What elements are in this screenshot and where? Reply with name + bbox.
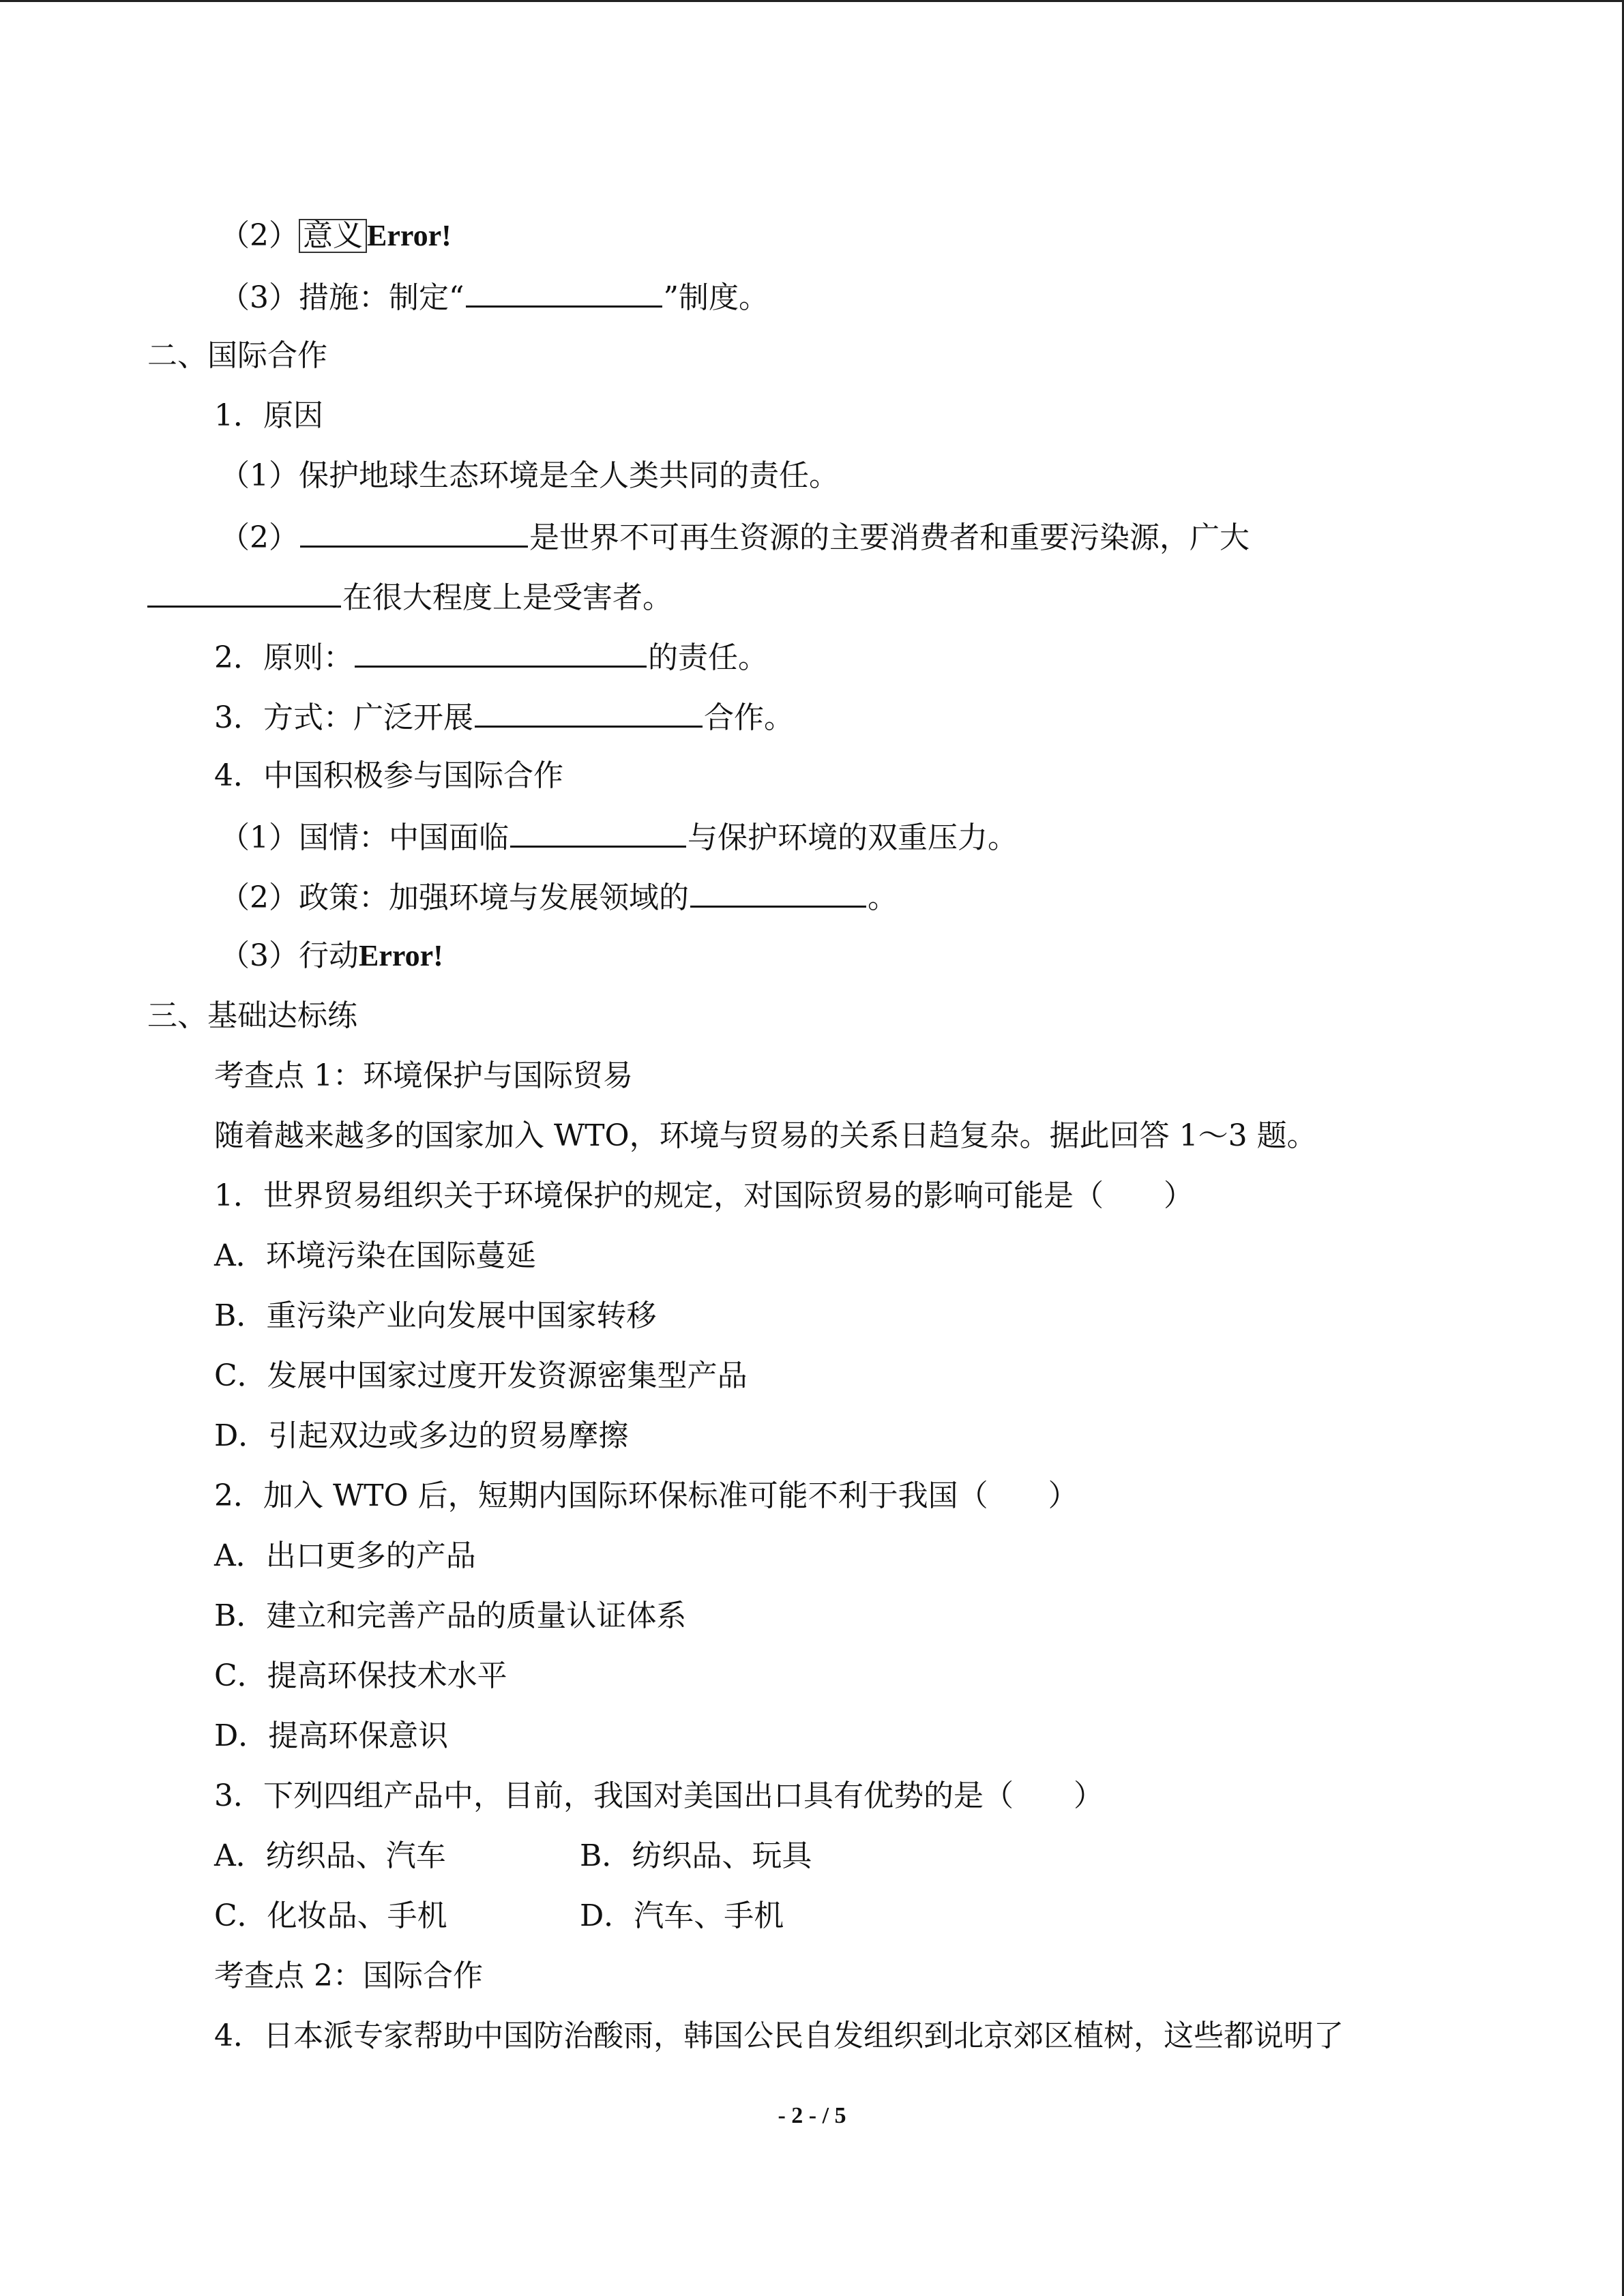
question-1-option-d[interactable]: D．引起双边或多边的贸易摩擦 bbox=[214, 1418, 629, 1453]
line-suffix: 合作。 bbox=[704, 700, 794, 735]
question-2-option-a[interactable]: A．出口更多的产品 bbox=[214, 1538, 476, 1573]
line-suffix: 是世界不可再生资源的主要消费者和重要污染源，广大 bbox=[529, 520, 1250, 555]
question-1-option-b[interactable]: B．重污染产业向发展中国家转移 bbox=[214, 1298, 657, 1333]
line-responsibility: （1）保护地球生态环境是全人类共同的责任。 bbox=[220, 458, 839, 493]
question-2-option-d[interactable]: D．提高环保意识 bbox=[214, 1718, 449, 1753]
line-prefix: （3）措施：制定“ bbox=[220, 280, 464, 315]
line-suffix: ”制度。 bbox=[663, 280, 769, 315]
line-victims bbox=[147, 576, 673, 616]
line-suffix: 的责任。 bbox=[648, 640, 768, 675]
error-text: Error! bbox=[359, 939, 443, 972]
fill-blank[interactable] bbox=[355, 636, 647, 668]
fill-blank[interactable] bbox=[466, 275, 662, 308]
question-1-option-c[interactable]: C．发展中国家过度开发资源密集型产品 bbox=[214, 1358, 748, 1393]
checkpoint-2-heading: 考查点 2：国际合作 bbox=[214, 1958, 483, 1993]
line-prefix: 2．原则： bbox=[214, 640, 353, 675]
question-intro: 随着越来越多的国家加入 WTO，环境与贸易的关系日趋复杂。据此回答 1～3 题。 bbox=[214, 1118, 1317, 1153]
subheading-reasons: 1．原因 bbox=[214, 398, 323, 433]
line-method bbox=[214, 696, 794, 736]
line-action bbox=[220, 936, 443, 976]
line-significance bbox=[220, 215, 452, 256]
line-prefix: （2）政策：加强环境与发展领域的 bbox=[220, 880, 689, 915]
question-3-option-a[interactable]: A．纺织品、汽车 bbox=[214, 1838, 446, 1873]
question-3-option-b[interactable]: B．纺织品、玩具 bbox=[580, 1838, 812, 1873]
page-border-top bbox=[0, 0, 1624, 2]
fill-blank[interactable] bbox=[510, 816, 686, 848]
line-prefix: （3）行动 bbox=[220, 938, 359, 973]
question-2-option-c[interactable]: C．提高环保技术水平 bbox=[214, 1658, 507, 1693]
question-3: 3．下列四组产品中，目前，我国对美国出口具有优势的是（ ） bbox=[214, 1778, 1104, 1813]
subheading-china-participation: 4．中国积极参与国际合作 bbox=[214, 758, 563, 793]
question-2: 2．加入 WTO 后，短期内国际环保标准可能不利于我国（ ） bbox=[214, 1478, 1078, 1513]
line-suffix: 。 bbox=[868, 880, 898, 915]
line-prefix: （2） bbox=[220, 520, 299, 555]
line-consumers bbox=[220, 516, 1250, 556]
error-text: Error! bbox=[367, 219, 452, 252]
line-prefix: （2） bbox=[220, 218, 299, 253]
question-3-option-c[interactable]: C．化妆品、手机 bbox=[214, 1898, 447, 1933]
question-3-option-d[interactable]: D．汽车、手机 bbox=[580, 1898, 784, 1933]
question-4: 4．日本派专家帮助中国防治酸雨，韩国公民自发组织到北京郊区植树，这些都说明了 bbox=[214, 2018, 1344, 2053]
line-principle bbox=[214, 636, 768, 676]
section-heading-basic-practice: 三、基础达标练 bbox=[147, 998, 357, 1033]
line-suffix: 在很大程度上是受害者。 bbox=[342, 580, 673, 615]
line-policy bbox=[220, 876, 898, 916]
line-prefix: 3．方式：广泛开展 bbox=[214, 700, 473, 735]
question-1: 1．世界贸易组织关于环境保护的规定，对国际贸易的影响可能是（ ） bbox=[214, 1178, 1194, 1213]
page-number: - 2 - / 5 bbox=[778, 2103, 846, 2128]
fill-blank[interactable] bbox=[147, 576, 341, 608]
line-national-conditions bbox=[220, 816, 1018, 856]
line-suffix: 与保护环境的双重压力。 bbox=[688, 820, 1018, 855]
question-2-option-b[interactable]: B．建立和完善产品的质量认证体系 bbox=[214, 1598, 687, 1633]
fill-blank[interactable] bbox=[300, 516, 528, 548]
section-heading-international-cooperation: 二、国际合作 bbox=[147, 338, 327, 373]
line-measures bbox=[220, 275, 769, 316]
question-1-option-a[interactable]: A．环境污染在国际蔓延 bbox=[214, 1238, 536, 1273]
line-prefix: （1）国情：中国面临 bbox=[220, 820, 509, 855]
boxed-field-significance[interactable]: 意义 bbox=[299, 219, 367, 253]
checkpoint-1-heading: 考查点 1：环境保护与国际贸易 bbox=[214, 1058, 633, 1093]
fill-blank[interactable] bbox=[690, 876, 866, 908]
fill-blank[interactable] bbox=[475, 696, 703, 728]
